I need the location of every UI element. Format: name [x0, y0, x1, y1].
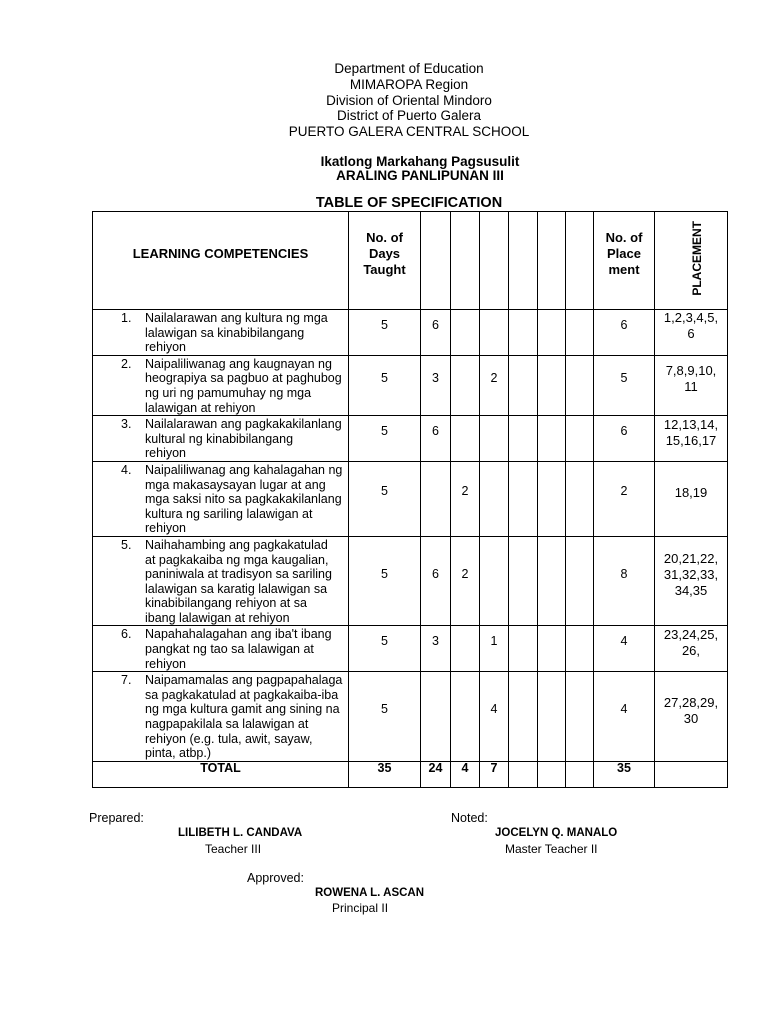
level-cell-2 [451, 310, 480, 356]
total-level-3: 7 [480, 761, 509, 787]
competency-row-6 [93, 626, 728, 672]
days-taught-cell: 5 [349, 416, 421, 462]
item-count-cell: 6 [594, 310, 655, 356]
level-cell-6 [566, 461, 594, 536]
level-cell-4 [509, 310, 538, 356]
placement-line: 6 [687, 326, 695, 342]
competency-row-3 [93, 416, 728, 462]
competency-text-line: Naipaliliwanag ang kahalagahan ng [145, 462, 343, 477]
competency-cell [93, 672, 349, 762]
level-cell-4 [509, 416, 538, 462]
exam-title: Ikatlong Markahang Pagsusulit [320, 154, 520, 169]
approved-name: ROWENA L. ASCAN [315, 887, 425, 899]
level-cell-1 [421, 672, 451, 762]
placement-line: 23,24,25, [663, 626, 719, 642]
header-level-1 [421, 212, 451, 310]
item-count-cell: 5 [594, 355, 655, 415]
header-placement-label: PLACEMENT [690, 221, 704, 296]
placement-line: 31,32,33, [663, 567, 719, 583]
level-cell-4 [509, 536, 538, 626]
competency-content [93, 672, 348, 761]
competency-text-line: kinabibilangang rehiyon at sa [145, 596, 307, 611]
header-level-2 [451, 212, 480, 310]
agency-name: Department of Education [334, 61, 484, 76]
competency-text-line: Napahahalagahan ang iba't ibang [145, 627, 332, 642]
total-level-2: 4 [451, 761, 480, 787]
placement-line: 12,13,14, [663, 416, 719, 432]
competency-text-line: heograpiya sa pagbuo at paghubog [145, 371, 342, 386]
competency-text-line: ng uri ng pamumuhay ng mga [145, 385, 312, 400]
level-cell-6 [566, 355, 594, 415]
school-name: PUERTO GALERA CENTRAL SCHOOL [288, 124, 530, 139]
competency-text-line: mga saksi nito sa pagkakakilanlang [145, 492, 342, 507]
competency-text-line: mga makasaysayan lugar at ang [145, 477, 326, 492]
item-count-cell: 6 [594, 416, 655, 462]
header-level-4 [509, 212, 538, 310]
prepared-label: Prepared: [89, 811, 144, 825]
competency-number: 6. [121, 627, 132, 642]
total-items: 35 [594, 761, 655, 787]
total-row [93, 761, 728, 787]
placement-cell [655, 672, 728, 762]
competency-number: 4. [121, 462, 132, 477]
item-count-cell: 4 [594, 626, 655, 672]
total-level-6 [566, 761, 594, 787]
competency-text-line: Naihahambing ang pagkakatulad [145, 537, 328, 552]
specification-table [92, 211, 728, 788]
header-days-taught-line: Taught [363, 261, 406, 277]
level-cell-2 [451, 672, 480, 762]
competency-number: 7. [121, 673, 132, 688]
competency-text-line: Nailalarawan ang pagkakakilanlang [145, 417, 342, 432]
days-taught-cell: 5 [349, 626, 421, 672]
level-cell-2: 2 [451, 536, 480, 626]
competency-text-line: lalawigan at rehiyon [145, 400, 256, 415]
noted-name: JOCELYN Q. MANALO [495, 827, 618, 839]
competency-content [93, 310, 348, 355]
competency-text-line: lalawigan sa karatig lalawigan sa [145, 581, 328, 596]
level-cell-4 [509, 461, 538, 536]
noted-label: Noted: [451, 811, 488, 825]
level-cell-1 [421, 461, 451, 536]
level-cell-6 [566, 672, 594, 762]
level-cell-4 [509, 626, 538, 672]
competency-row-1 [93, 310, 728, 356]
placement-line: 30 [683, 710, 699, 726]
competency-text-line: Naipamamalas ang pagpapahalaga [145, 673, 343, 688]
level-cell-5 [538, 416, 566, 462]
total-level-4 [509, 761, 538, 787]
competency-text-line: kultural ng kinabibilangang [145, 431, 294, 446]
level-cell-4 [509, 672, 538, 762]
document-title: TABLE OF SPECIFICATION [315, 195, 503, 211]
table-body [93, 310, 728, 788]
header-placement [655, 212, 728, 310]
level-cell-5 [538, 355, 566, 415]
placement-cell [655, 461, 728, 536]
item-count-cell: 4 [594, 672, 655, 762]
level-cell-5 [538, 310, 566, 356]
item-count-cell: 8 [594, 536, 655, 626]
level-cell-3 [480, 310, 509, 356]
competency-row-7 [93, 672, 728, 762]
total-level-1: 24 [421, 761, 451, 787]
placement-line: 26, [681, 642, 701, 658]
level-cell-1: 3 [421, 355, 451, 415]
table-header-row [93, 212, 728, 310]
days-taught-cell: 5 [349, 536, 421, 626]
placement-cell [655, 626, 728, 672]
level-cell-5 [538, 626, 566, 672]
competency-text [145, 463, 348, 536]
days-taught-cell: 5 [349, 672, 421, 762]
competency-text-line: rehiyon [145, 340, 186, 355]
competency-text-line: Naipaliliwanag ang kaugnayan ng [145, 356, 332, 371]
level-cell-2 [451, 626, 480, 672]
competency-row-2 [93, 355, 728, 415]
header-days-taught-line: No. of [366, 229, 403, 245]
competency-row-4 [93, 461, 728, 536]
level-cell-1: 6 [421, 416, 451, 462]
level-cell-6 [566, 626, 594, 672]
prepared-name: LILIBETH L. CANDAVA [178, 827, 303, 839]
exam-heading [220, 155, 620, 183]
competency-row-5 [93, 536, 728, 626]
competency-text-line: rehiyon [145, 521, 186, 536]
region-name: MIMAROPA Region [349, 76, 469, 92]
competency-text-line: sa pagkakatulad at pagkakaiba-iba [145, 687, 339, 702]
header-level-5 [538, 212, 566, 310]
item-count-cell: 2 [594, 461, 655, 536]
subject-title: ARALING PANLIPUNAN III [336, 168, 504, 183]
competency-number: 1. [121, 311, 132, 325]
level-cell-5 [538, 461, 566, 536]
days-taught-cell: 5 [349, 461, 421, 536]
competency-content [93, 626, 348, 671]
placement-line: 27,28,29, [663, 694, 719, 710]
placement-cell [655, 355, 728, 415]
level-cell-2: 2 [451, 461, 480, 536]
header-level-3 [480, 212, 509, 310]
competency-text-line: rehiyon [145, 446, 186, 461]
days-taught-cell: 5 [349, 310, 421, 356]
total-level-5 [538, 761, 566, 787]
placement-cell [655, 310, 728, 356]
level-cell-3: 2 [480, 355, 509, 415]
header-learning-competencies: LEARNING COMPETENCIES [93, 212, 349, 310]
placement-line: 1,2,3,4,5, [663, 310, 719, 326]
level-cell-3 [480, 461, 509, 536]
level-cell-6 [566, 536, 594, 626]
header-days-taught [349, 212, 421, 310]
competency-number: 5. [121, 537, 132, 552]
approved-label: Approved: [247, 871, 304, 885]
noted-position: Master Teacher II [505, 842, 598, 856]
competency-number: 3. [121, 417, 132, 432]
competency-text [145, 417, 348, 461]
competency-text-line: pangkat ng tao sa lalawigan at [145, 642, 314, 657]
header-item-count-line: No. of [605, 229, 643, 245]
competency-text [145, 538, 348, 626]
competency-text-line: ng mga kultura gamit ang sining na [145, 702, 340, 717]
competency-cell [93, 461, 349, 536]
competency-text-line: pinta, atbp.) [145, 746, 212, 761]
level-cell-4 [509, 355, 538, 415]
level-cell-1: 6 [421, 536, 451, 626]
level-cell-5 [538, 672, 566, 762]
district-name: District of Puerto Galera [336, 108, 482, 124]
competency-cell [93, 416, 349, 462]
header-days-taught-line: Days [368, 245, 401, 261]
placement-line: 7,8,9,10, [665, 363, 717, 379]
total-days: 35 [349, 761, 421, 787]
level-cell-2 [451, 355, 480, 415]
level-cell-2 [451, 416, 480, 462]
level-cell-3 [480, 536, 509, 626]
competency-text-line: Nailalarawan ang kultura ng mga [145, 311, 328, 325]
placement-cell [655, 416, 728, 462]
competency-text-line: rehiyon (e.g. tula, awit, sayaw, [145, 731, 313, 746]
competency-content [93, 462, 348, 536]
competency-cell [93, 310, 349, 356]
header-level-6 [566, 212, 594, 310]
total-label: TOTAL [93, 761, 349, 787]
division-name: Division of Oriental Mindoro [326, 92, 492, 108]
competency-text-line: ibang lalawigan at rehiyon [145, 610, 290, 625]
level-cell-1: 3 [421, 626, 451, 672]
competency-text-line: nagpapakilala sa lalawigan at [145, 717, 309, 732]
placement-line: 20,21,22, [663, 551, 719, 567]
competency-text-line: rehiyon [145, 656, 186, 671]
days-taught-cell: 5 [349, 355, 421, 415]
level-cell-6 [566, 310, 594, 356]
competency-content [93, 356, 348, 415]
level-cell-3: 4 [480, 672, 509, 762]
level-cell-3: 1 [480, 626, 509, 672]
level-cell-5 [538, 536, 566, 626]
prepared-position: Teacher III [205, 842, 262, 856]
level-cell-6 [566, 416, 594, 462]
competency-text-line: lalawigan sa kinabibilangang [145, 325, 305, 340]
placement-line: 34,35 [674, 583, 708, 599]
placement-line: 15,16,17 [665, 432, 717, 448]
competency-text [145, 673, 348, 761]
competency-number: 2. [121, 356, 132, 371]
organization-header [209, 61, 609, 140]
competency-text-line: paniniwala at tradisyon sa sariling [145, 567, 332, 582]
header-item-count-line: Place [607, 245, 641, 261]
approved-position: Principal II [332, 901, 389, 915]
header-item-count-line: ment [608, 261, 640, 277]
placement-cell [655, 536, 728, 626]
competency-text [145, 357, 348, 415]
header-item-count [594, 212, 655, 310]
competency-text-line: at pagkakaiba ng mga kaugalian, [145, 552, 329, 567]
level-cell-1: 6 [421, 310, 451, 356]
level-cell-3 [480, 416, 509, 462]
competency-cell [93, 355, 349, 415]
total-placement [655, 761, 728, 787]
competency-text [145, 627, 348, 671]
placement-line: 18,19 [674, 484, 708, 500]
competency-content [93, 537, 348, 626]
competency-text [145, 311, 348, 355]
competency-content [93, 416, 348, 461]
placement-line: 11 [684, 379, 698, 395]
competency-cell [93, 626, 349, 672]
competency-text-line: kultura ng sariling lalawigan at [145, 506, 313, 521]
competency-cell [93, 536, 349, 626]
